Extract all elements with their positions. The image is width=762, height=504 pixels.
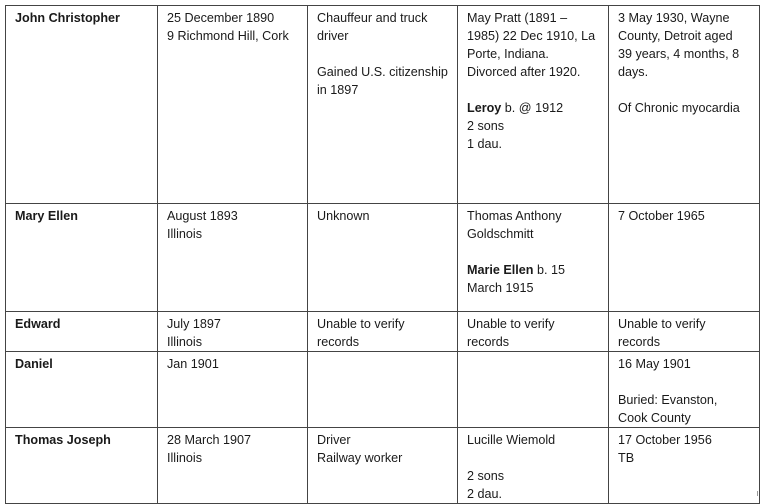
- spouse-children-cell: [458, 352, 609, 428]
- table-row: [6, 352, 760, 428]
- person-name: John Christopher: [6, 6, 158, 204]
- birth-cell: 25 December 1890 9 Richmond Hill, Cork: [158, 6, 308, 204]
- person-name: Thomas Joseph: [6, 428, 158, 504]
- spouse-children-cell: Thomas Anthony Goldschmitt Marie Ellen b. 15 March 1915: [458, 204, 609, 312]
- family-records-table: [5, 5, 760, 504]
- child-name: Leroy: [467, 101, 502, 115]
- person-name: Edward: [6, 312, 158, 352]
- end-of-cell-mark: [757, 491, 760, 496]
- table-row: [6, 204, 760, 312]
- death-cell: 3 May 1930, Wayne County, Detroit aged 39 years, 4 months, 8 days. Of Chronic myocardia: [609, 6, 760, 204]
- death-cell: Unable to verify records: [609, 312, 760, 352]
- child-name: Marie Ellen: [467, 263, 534, 277]
- table-row: [6, 6, 760, 204]
- birth-cell: August 1893 Illinois: [158, 204, 308, 312]
- birth-cell: July 1897 Illinois: [158, 312, 308, 352]
- person-name: Daniel: [6, 352, 158, 428]
- birth-cell: 28 March 1907 Illinois: [158, 428, 308, 504]
- table-row: [6, 428, 760, 504]
- occupation-cell: Unknown: [308, 204, 458, 312]
- death-cell: 7 October 1965: [609, 204, 760, 312]
- spouse-children-cell: May Pratt (1891 – 1985) 22 Dec 1910, La Porte, Indiana. Divorced after 1920. Leroy b. @ 1912 2 sons 1 dau.: [458, 6, 609, 204]
- person-name: Mary Ellen: [6, 204, 158, 312]
- spouse-children-cell: Unable to verify records: [458, 312, 609, 352]
- occupation-cell: [308, 352, 458, 428]
- death-cell: 17 October 1956 TB: [609, 428, 760, 504]
- death-cell: 16 May 1901 Buried: Evanston, Cook County: [609, 352, 760, 428]
- birth-cell: Jan 1901: [158, 352, 308, 428]
- table-row: [6, 312, 760, 352]
- occupation-cell: Driver Railway worker: [308, 428, 458, 504]
- spouse-children-cell: Lucille Wiemold 2 sons 2 dau.: [458, 428, 609, 504]
- occupation-cell: Unable to verify records: [308, 312, 458, 352]
- occupation-cell: Chauffeur and truck driver Gained U.S. citizenship in 1897: [308, 6, 458, 204]
